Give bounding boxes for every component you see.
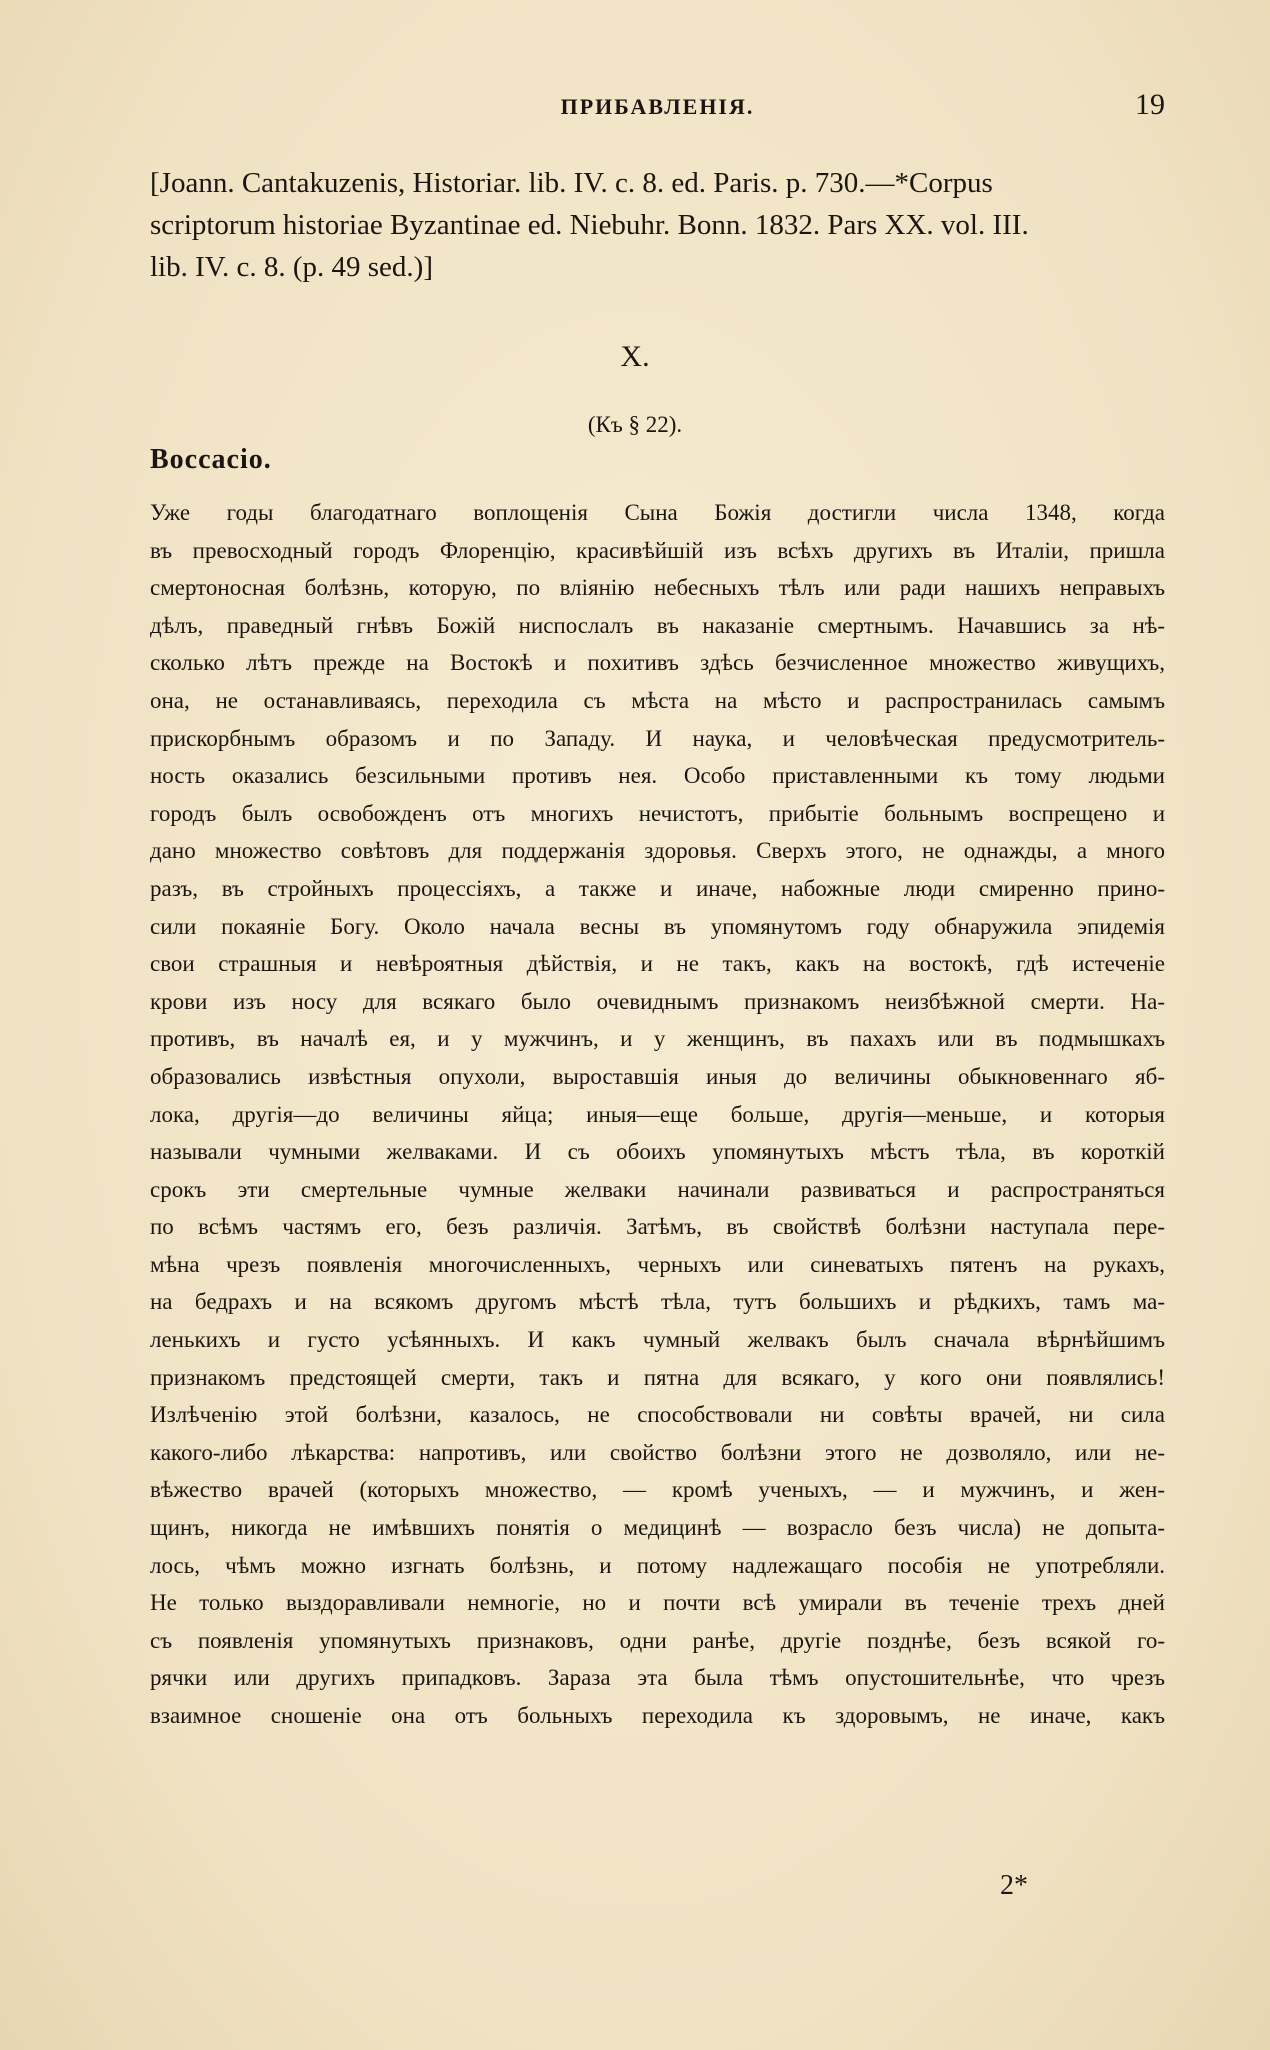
section-reference: (Къ § 22). <box>587 412 683 437</box>
section-number: X. <box>620 340 650 373</box>
body-line: по всѣмъ частямъ его, безъ различія. Затѣмъ, въ свойствѣ болѣзни наступала пере- <box>150 1214 1165 1240</box>
author-heading: Boccacio. <box>150 444 272 475</box>
page-header <box>150 88 1165 132</box>
reference-line: lib. IV. c. 8. (p. 49 sed.)] <box>150 251 433 283</box>
body-line: лока, другія—до величины яйца; иныя—еще больше, другія—меньше, и которыя <box>150 1101 1165 1127</box>
reference-line: scriptorum historiae Byzantinae ed. Niebuhr. Bonn. 1832. Pars XX. vol. III. <box>150 209 1029 241</box>
body-line: называли чумными желваками. И съ обоихъ упомянутыхъ мѣстъ тѣла, въ короткій <box>150 1139 1165 1165</box>
body-line: сили покаяніе Богу. Около начала весны въ упомянутомъ году обнаружила эпидемія <box>150 913 1165 939</box>
body-line: на бедрахъ и на всякомъ другомъ мѣстѣ тѣла, тутъ большихъ и рѣдкихъ, тамъ ма- <box>150 1289 1165 1315</box>
body-line: вѣжество врачей (которыхъ множество, — кромѣ ученыхъ, — и мужчинъ, и жен- <box>150 1477 1165 1503</box>
body-line: щинъ, никогда не имѣвшихъ понятія о медицинѣ — возрасло безъ числа) не допыта- <box>150 1515 1165 1541</box>
body-line: она, не останавливаясь, переходила съ мѣста на мѣсто и распространилась самымъ <box>150 687 1165 713</box>
signature-mark: 2* <box>1000 1870 1028 1901</box>
body-line: рячки или другихъ припадковъ. Зараза эта была тѣмъ опустошительнѣе, что чрезъ <box>150 1665 1165 1691</box>
body-line: прискорбнымъ образомъ и по Западу. И наука, и человѣческая предусмотритель- <box>150 725 1165 751</box>
body-line: разъ, въ стройныхъ процессіяхъ, а также и иначе, набожные люди смиренно прино- <box>150 875 1165 901</box>
reference-line: [Joann. Cantakuzenis, Historiar. lib. IV. c. 8. ed. Paris. p. 730.—*Corpus <box>150 167 993 199</box>
body-line: дѣлъ, праведный гнѣвъ Божій ниспослалъ въ наказаніе смертнымъ. Начавшись за нѣ- <box>150 612 1165 638</box>
running-title: ПРИБАВЛЕНІЯ. <box>560 94 755 119</box>
body-line: крови изъ носу для всякаго было очевиднымъ признакомъ неизбѣжной смерти. На- <box>150 988 1165 1014</box>
page-number: 19 <box>1135 88 1165 121</box>
body-line: Не только выздоравливали немногіе, но и почти всѣ умирали въ теченіе трехъ дней <box>150 1590 1165 1616</box>
body-line: срокъ эти смертельные чумные желваки начинали развиваться и распространяться <box>150 1176 1165 1202</box>
body-line: образовались извѣстныя опухоли, выроставшія иныя до величины обыкновеннаго яб- <box>150 1063 1165 1089</box>
bibliographic-reference <box>150 162 1165 288</box>
body-line: какого-либо лѣкарства: напротивъ, или свойство болѣзни этого не дозволяло, или не- <box>150 1439 1165 1465</box>
body-line: смертоносная болѣзнь, которую, по вліянію небесныхъ тѣлъ или ради нашихъ неправыхъ <box>150 575 1165 601</box>
body-line: лось, чѣмъ можно изгнать болѣзнь, и потому надлежащаго пособія не употребляли. <box>150 1552 1165 1578</box>
body-line: ленькихъ и густо усѣянныхъ. И какъ чумный желвакъ былъ сначала вѣрнѣйшимъ <box>150 1327 1165 1353</box>
body-text <box>150 494 1165 1735</box>
body-line: въ превосходный городъ Флоренцію, красивѣйшій изъ всѣхъ другихъ въ Италіи, пришла <box>150 537 1165 563</box>
body-line: мѣна чрезъ появленія многочисленныхъ, черныхъ или синеватыхъ пятенъ на рукахъ, <box>150 1251 1165 1277</box>
body-line: ность оказались безсильными противъ нея. Особо приставленными къ тому людьми <box>150 763 1165 789</box>
body-line: взаимное сношеніе она отъ больныхъ переходила къ здоровымъ, не иначе, какъ <box>150 1703 1165 1728</box>
body-line: свои страшныя и невѣроятныя дѣйствія, и не такъ, какъ на востокѣ, гдѣ истеченіе <box>150 951 1165 977</box>
body-line: Уже годы благодатнаго воплощенія Сына Божія достигли числа 1348, когда <box>150 500 1165 525</box>
body-line: сколько лѣтъ прежде на Востокѣ и похитивъ здѣсь безчисленное множество живущихъ, <box>150 650 1165 676</box>
body-line: съ появленія упомянутыхъ признаковъ, одни ранѣе, другіе позднѣе, безъ всякой го- <box>150 1627 1165 1653</box>
body-line: признакомъ предстоящей смерти, такъ и пятна для всякаго, у кого они появлялись! <box>150 1364 1165 1390</box>
body-line: Излѣченію этой болѣзни, казалось, не способствовали ни совѣты врачей, ни сила <box>150 1402 1165 1428</box>
body-line: противъ, въ началѣ ея, и у мужчинъ, и у женщинъ, въ пахахъ или въ подмышкахъ <box>150 1026 1165 1052</box>
body-line: городъ былъ освобожденъ отъ многихъ нечистотъ, прибытіе больнымъ воспрещено и <box>150 800 1165 826</box>
body-line: дано множество совѣтовъ для поддержанія здоровья. Сверхъ этого, не однажды, а много <box>150 838 1165 864</box>
